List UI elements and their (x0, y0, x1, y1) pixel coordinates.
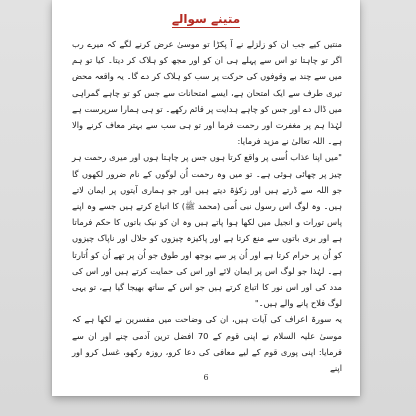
page-body (72, 36, 342, 376)
document-page (52, 0, 360, 396)
quoted-paragraph: "میں اپنا عذاب اُسی پر واقع کرتا ہوں جس پر چاہتا ہوں اور میری رحمت ہر چیز پر چھائی ہوئی ہے۔ تو میں وہ رحمت اُن لوگوں کے نام ضرور لکھوں گا جو اللہ سے ڈرتے ہیں اور زکوٰۃ دیتے ہیں اور جو ہماری آیتوں پر ایمان لاتے ہیں۔ وہ لوگ اس رسول نبی اُمی (محمد ﷺ) کا اتباع کرتے ہیں جسے وہ اپنے پاس تورات و انجیل میں لکھا ہوا پاتے ہیں وہ ان کو نیک باتوں کا حکم فرماتا ہے اور بری باتوں سے منع کرتا ہے اور پاکیزہ چیزوں کو حلال اور ناپاک چیزوں کو اُن پر حرام کرتا ہے اور اُن پر سے بوجھ اور طوق جو اُن پر تھے اُن کو اُتارتا ہے۔ لہٰذا جو لوگ اس پر ایمان لائے اور اس کی حمایت کرتے ہیں اور اس کی مدد کی اور اس نور کا اتباع کرتے ہیں جو اس کے ساتھ بھیجا گیا ہے، تو یہی لوگ فلاح پانے والے ہیں۔" (72, 152, 342, 309)
header-underline (172, 27, 240, 28)
page-header-title: متینے سوالے (171, 12, 241, 26)
paragraph: یہ سورۃ اعراف کی آیات ہیں، ان کی وضاحت میں مفسرین نے لکھا ہے کہ موسیٰ علیہ السلام نے اپنی قوم کے 70 افضل ترین آدمی چنے اور ان سے فرمایا: اپنی پوری قوم کے لیے معافی کی دعا کرو، روزہ رکھو، غسل کرو اور اپنے (72, 314, 342, 374)
paragraph: منتیں کیے جب ان کو زلزلے نے آ پکڑا تو موسیٰ عرض کرنے لگے کہ میرے رب اگر تو چاہتا تو اس سے پہلے ہی ان کو اور مجھ کو ہلاک کر دیتا۔ کیا تو ہم میں سے چند بے وقوفوں کی حرکت پر سب کو ہلاک کر دے گا۔ یہ واقعہ محض تیری طرف سے ایک امتحان ہے، ایسے امتحانات سے جس کو تو چاہے گمراہی میں ڈال دے اور جس کو چاہے ہدایت پر قائم رکھے۔ تو ہی ہمارا سرپرست ہے لہٰذا ہم پر مغفرت اور رحمت فرما اور تو ہی سب سے بہتر معاف کرنے والا ہے۔ اللہ تعالیٰ نے مزید فرمایا: (72, 39, 342, 147)
page-number: 6 (203, 373, 209, 382)
